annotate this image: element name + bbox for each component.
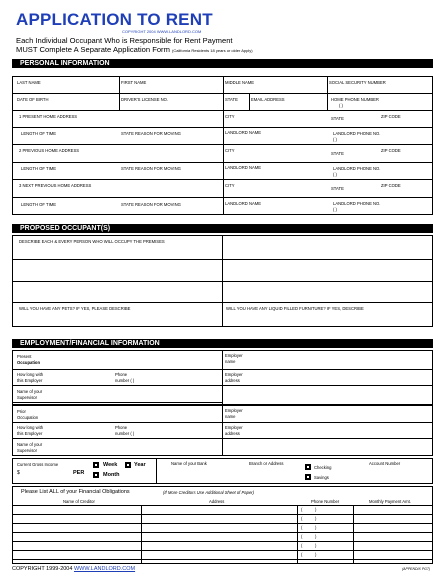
previous-landlord-phone-paren: ( ) [333,172,337,177]
row-line [13,559,432,560]
col-line [223,144,224,162]
present-state-field[interactable]: STATE [331,116,344,121]
intro-line-2-note: (California Residents 18 years or older Apply) [172,48,253,53]
present-employer-label: Employer [225,353,243,358]
row-line [13,402,223,403]
occupants-describe-field[interactable]: DESCRIBE EACH & EVERY PERSON WHO WILL OCCUPY THE PREMISES [19,239,165,244]
present-occupation-field[interactable]: Occupation [17,360,41,365]
prior-employer-address-field[interactable]: address [225,431,240,436]
present-how-long-label: How long with [17,372,44,377]
row-line [13,302,432,303]
bank-name-field[interactable]: Name of your Bank [171,461,207,466]
week-label: Week [103,462,118,468]
account-number-field[interactable]: Account Number [369,461,401,466]
present-landlord-name-field[interactable]: LANDLORD NAME [225,130,262,135]
row-line [13,505,432,506]
drivers-license-field[interactable]: DRIVER'S LICENSE NO. [121,97,169,102]
col-line [223,93,224,110]
first-name-field[interactable]: FIRST NAME [121,80,147,85]
prior-employer-name-field[interactable]: name [225,414,236,419]
col-line [119,77,120,93]
furniture-field[interactable]: WILL YOU HAVE ANY LIQUID FILLED FURNITURE? IF YES, DESCRIBE [226,306,364,311]
pets-field[interactable]: WILL YOU HAVE ANY PETS? IF YES, PLEASE DESCRIBE [19,306,131,311]
prior-phone-field[interactable]: number ( ) [115,431,135,436]
dl-state-field[interactable]: STATE [225,97,238,102]
dob-field[interactable]: DATE OF BIRTH [17,97,49,102]
obligation-phone-paren-open: ( [301,552,303,557]
gross-income-field[interactable]: $ [17,470,20,476]
row-line [13,550,432,551]
previous-city-field[interactable]: CITY [225,148,235,153]
monthly-payment-header: Monthly Payment Amt. [369,499,411,504]
next-previous-address-field[interactable]: 3 NEXT PREVIOUS HOME ADDRESS [19,183,92,188]
intro-line-2 [16,45,253,54]
last-name-field[interactable]: LAST NAME [17,80,41,85]
col-line [327,93,328,110]
copyright-top: COPYRIGHT 2004 WWW.LANDLORD.COM [122,29,202,34]
present-address-field[interactable]: 1 PRESENT HOME ADDRESS [19,114,78,119]
prior-occupation-field[interactable]: Occupation [17,415,39,420]
row-line [13,259,432,260]
row-line [13,541,432,542]
employment-section-header: EMPLOYMENT/FINANCIAL INFORMATION [12,339,433,348]
personal-info-box [12,76,433,215]
creditor-header: Name of Creditor [63,499,95,504]
home-phone-field[interactable]: HOME PHONE NUMBER [331,97,379,102]
obligation-phone-paren-open: ( [301,525,303,530]
income-bank-box [12,458,433,484]
present-label: Present [17,354,32,359]
obligations-note: (If More Creditors Use Additional Sheet of Paper) [163,490,255,495]
middle-name-field[interactable]: MIDDLE NAME [225,80,255,85]
next-previous-state-field[interactable]: STATE [331,186,344,191]
obligation-phone-paren-close: ) [315,534,317,539]
address-header: Address [209,499,225,504]
prior-how-long-label: How long with [17,425,44,430]
col-line [249,93,250,110]
obligation-phone-paren-close: ) [315,552,317,557]
row-line [13,514,432,515]
present-reason-field[interactable]: STATE REASON FOR MOVING [121,131,181,136]
obligation-phone-paren-open: ( [301,543,303,548]
prior-this-employer-field[interactable]: this Employer [17,431,43,436]
previous-length-field[interactable]: LENGTH OF TIME [21,166,57,171]
col-line [327,77,328,93]
col-line [141,505,142,564]
savings-checkbox[interactable] [305,474,311,480]
obligation-phone-paren-open: ( [301,507,303,512]
checking-label: Checking [314,465,332,470]
prior-phone-label: Phone [115,425,128,430]
col-line [223,110,224,127]
footer-copyright-text: COPYRIGHT 1999-2004 [12,566,73,572]
next-previous-landlord-phone-paren: ( ) [333,207,337,212]
week-checkbox[interactable] [93,462,99,468]
obligation-phone-paren-open: ( [301,534,303,539]
previous-landlord-phone-field[interactable]: LANDLORD PHONE NO. [333,166,381,171]
home-phone-paren: ( ) [339,103,343,108]
form-title: APPLICATION TO RENT [16,10,213,29]
employment-box [12,350,433,456]
present-city-field[interactable]: CITY [225,114,235,119]
obligations-title: Please List ALL of your Financial Obligations [21,489,130,495]
col-line [353,505,354,564]
footer-page-note: (APPENDIX PG7) [401,567,430,571]
prior-supervisor-field[interactable]: Supervisor [17,448,38,453]
previous-zip-field[interactable]: ZIP CODE [381,148,401,153]
present-zip-field[interactable]: ZIP CODE [381,114,401,119]
prior-employer-address-label: Employer [225,425,243,430]
savings-label: Savings [314,475,329,480]
row-line [13,523,432,524]
present-phone-label: Phone [115,372,128,377]
col-line [223,127,224,144]
present-supervisor-label: Name of your [17,389,43,394]
ssn-field[interactable]: SOCIAL SECURITY NUMBER [329,80,386,85]
col-line [222,351,223,456]
occupants-box [12,235,433,327]
obligation-phone-paren-open: ( [301,516,303,521]
present-length-field[interactable]: LENGTH OF TIME [21,131,57,136]
present-supervisor-field[interactable]: Supervisor [17,395,38,400]
present-employer-name-field[interactable]: name [225,359,236,364]
present-employer-address-label: Employer [225,372,243,377]
previous-landlord-name-field[interactable]: LANDLORD NAME [225,165,262,170]
next-previous-city-field[interactable]: CITY [225,183,235,188]
previous-address-field[interactable]: 2 PREVIOUS HOME ADDRESS [19,148,80,153]
col-line [119,93,120,110]
present-this-employer-field[interactable]: this Employer [17,378,43,383]
next-previous-landlord-name-field[interactable]: LANDLORD NAME [225,201,262,206]
email-field[interactable]: EMAIL ADDRESS [251,97,285,102]
obligations-box [12,486,433,564]
year-checkbox[interactable] [125,462,131,468]
checking-checkbox[interactable] [305,464,311,470]
row-line [13,532,432,533]
intro-line-1: Each Individual Occupant Who is Responsible for Rent Payment [16,36,233,45]
month-checkbox[interactable] [93,472,99,478]
prior-supervisor-label: Name of your [17,442,43,447]
phone-header: Phone Number [311,499,340,504]
prior-employer-label: Employer [225,408,243,413]
next-previous-landlord-phone-field[interactable]: LANDLORD PHONE NO. [333,201,381,206]
previous-reason-field[interactable]: STATE REASON FOR MOVING [121,166,181,171]
occupants-section-header: PROPOSED OCCUPANT(S) [12,224,433,233]
bank-branch-field[interactable]: Branch or Address [249,461,284,466]
col-line [223,179,224,197]
col-line [223,197,224,215]
previous-state-field[interactable]: STATE [331,151,344,156]
next-previous-reason-field[interactable]: STATE REASON FOR MOVING [121,202,181,207]
month-label: Month [103,472,120,478]
col-line [297,505,298,564]
next-previous-length-field[interactable]: LENGTH OF TIME [21,202,57,207]
prior-label: Prior [17,409,26,414]
obligation-phone-paren-close: ) [315,543,317,548]
col-line [223,162,224,179]
footer-link[interactable]: WWW.LANDLORD.COM [73,566,136,572]
obligation-phone-paren-close: ) [315,525,317,530]
intro-line-2-text: MUST Complete A Separate Application Form [16,45,170,54]
present-phone-field[interactable]: number ( ) [115,378,135,383]
present-landlord-phone-field[interactable]: LANDLORD PHONE NO. [333,131,381,136]
next-previous-zip-field[interactable]: ZIP CODE [381,183,401,188]
col-line [156,459,157,484]
present-landlord-phone-paren: ( ) [333,137,337,142]
row-line [13,281,432,282]
col-line [223,77,224,93]
gross-income-label: Current Gross Income [17,462,59,467]
footer-copyright [12,566,135,572]
obligation-phone-paren-close: ) [315,516,317,521]
per-label: PER [73,470,85,476]
personal-section-header: PERSONAL INFORMATION [12,59,433,68]
year-label: Year [134,462,146,468]
obligation-phone-paren-close: ) [315,507,317,512]
present-employer-address-field[interactable]: address [225,378,240,383]
